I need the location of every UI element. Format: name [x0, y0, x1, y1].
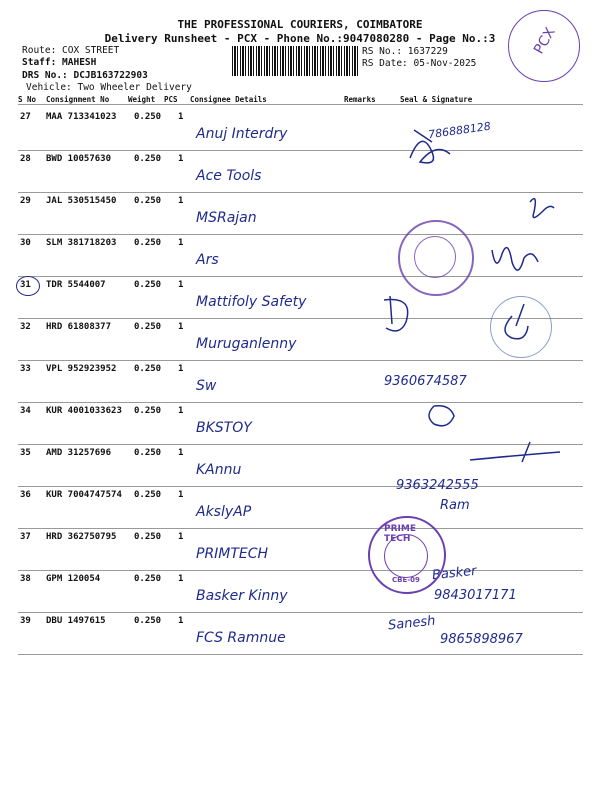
sig-29-scribble [530, 199, 554, 218]
row-consignment: KUR 7004747574 [46, 490, 122, 500]
row-sno: 35 [20, 448, 31, 458]
row-pcs: 1 [178, 490, 184, 500]
row-consignee: Basker Kinny [196, 588, 288, 604]
col-consignment: Consignment No [46, 95, 110, 104]
sig-39-phone: 9865898967 [440, 632, 523, 647]
row-sno: 27 [20, 112, 31, 122]
row-pcs: 1 [178, 616, 184, 626]
row-weight: 0.250 [134, 112, 162, 122]
barcode [232, 46, 358, 76]
row-consignment: HRD 362750795 [46, 532, 117, 542]
row-sno: 31 [20, 280, 31, 290]
row-weight: 0.250 [134, 196, 162, 206]
sig-36-phone: 9363242555 [396, 478, 479, 493]
row-consignment: MAA 713341023 [46, 112, 117, 122]
row-consignment: GPM 120054 [46, 574, 101, 584]
row-sno: 37 [20, 532, 31, 542]
sig-38-name: Basker [431, 563, 478, 584]
row-consignee: FCS Ramnue [196, 630, 286, 646]
row-weight: 0.250 [134, 616, 162, 626]
row-consignment: TDR 5544007 [46, 280, 106, 290]
row-sno: 39 [20, 616, 31, 626]
col-seal: Seal & Signature [400, 95, 473, 104]
rs-no-label: RS No.: 1637229 [362, 46, 448, 57]
row-sno: 34 [20, 406, 31, 416]
sig-35-scribble [470, 442, 560, 462]
sno-31-circle [16, 276, 40, 296]
prime-tech-stamp [368, 516, 446, 594]
row-consignee: Muruganlenny [196, 336, 297, 352]
sig-31-scribble [384, 296, 408, 331]
row-pcs: 1 [178, 196, 184, 206]
row-sno: 32 [20, 322, 31, 332]
row-pcs: 1 [178, 574, 184, 584]
header-rule [18, 104, 583, 105]
row-consignment: JAL 530515450 [46, 196, 117, 206]
row-weight: 0.250 [134, 154, 162, 164]
vehicle-label: Vehicle: Two Wheeler Delivery [26, 82, 192, 93]
prime-tech-stamp-bottom: CBE-09 [392, 576, 420, 584]
row-sno: 33 [20, 364, 31, 374]
rs-date-label: RS Date: 05-Nov-2025 [362, 58, 477, 69]
row-weight: 0.250 [134, 490, 162, 500]
row-consignment: HRD 61808377 [46, 322, 112, 332]
row-weight: 0.250 [134, 448, 162, 458]
col-remarks: Remarks [344, 95, 376, 104]
sig-27-phone: 786888128 [427, 119, 492, 142]
pcx-stamp-text: PCX [531, 24, 559, 58]
row-pcs: 1 [178, 364, 184, 374]
row-weight: 0.250 [134, 280, 162, 290]
runsheet-subtitle: Delivery Runsheet - PCX - Phone No.:9047080280 - Page No.:3 [104, 32, 496, 45]
row30-stamp-inner [414, 236, 456, 278]
row-consignee: MSRajan [196, 210, 257, 226]
row-consignee: Sw [196, 378, 217, 394]
row-sno: 29 [20, 196, 31, 206]
row-consignee: BKSTOY [196, 420, 252, 436]
row-consignment: SLM 381718203 [46, 238, 117, 248]
sig-36-name: Ram [440, 498, 470, 513]
row-consignment: BWD 10057630 [46, 154, 112, 164]
row-weight: 0.250 [134, 574, 162, 584]
staff-label: Staff: MAHESH [22, 57, 97, 68]
row-pcs: 1 [178, 532, 184, 542]
col-pcs: PCS [164, 95, 178, 104]
row-pcs: 1 [178, 280, 184, 290]
row-weight: 0.250 [134, 406, 162, 416]
row-sno: 28 [20, 154, 31, 164]
row30-round-stamp [398, 220, 474, 296]
sig-38-phone: 9843017171 [434, 588, 517, 603]
row-weight: 0.250 [134, 238, 162, 248]
row-pcs: 1 [178, 238, 184, 248]
row32-round-stamp [490, 296, 552, 358]
prime-tech-stamp-top: PRIME TECH [384, 524, 416, 544]
company-title: THE PROFESSIONAL COURIERS, COIMBATORE [177, 18, 423, 31]
row-pcs: 1 [178, 154, 184, 164]
row-consignment: KUR 4001033623 [46, 406, 122, 416]
row-weight: 0.250 [134, 532, 162, 542]
sig-33-phone: 9360674587 [384, 374, 467, 389]
sig-30-scribble [492, 248, 538, 271]
col-sno: S No [18, 95, 37, 104]
row-consignment: AMD 31257696 [46, 448, 112, 458]
drs-label: DRS No.: DCJB163722903 [22, 70, 148, 81]
row-consignee: Mattifoly Safety [196, 294, 307, 310]
sig-27-scribble [410, 130, 450, 163]
row-pcs: 1 [178, 448, 184, 458]
pcx-stamp [508, 10, 580, 82]
row-weight: 0.250 [134, 322, 162, 332]
route-label: Route: COX STREET [22, 45, 120, 56]
row-sno: 30 [20, 238, 31, 248]
col-weight: Weight [128, 95, 156, 104]
row-sno: 38 [20, 574, 31, 584]
row-pcs: 1 [178, 406, 184, 416]
row-consignee: Ars [196, 252, 219, 268]
row-consignee: KAnnu [196, 462, 242, 478]
sig-34-scribble [429, 406, 454, 426]
row-sno: 36 [20, 490, 31, 500]
col-consignee: Consignee Details [190, 95, 267, 104]
row-consignment: DBU 1497615 [46, 616, 106, 626]
row-pcs: 1 [178, 112, 184, 122]
row-consignment: VPL 952923952 [46, 364, 117, 374]
prime-tech-stamp-inner [384, 534, 428, 578]
row-consignee: Ace Tools [196, 168, 262, 184]
row-weight: 0.250 [134, 364, 162, 374]
row-pcs: 1 [178, 322, 184, 332]
row-consignee: PRIMTECH [196, 546, 269, 562]
row-consignee: AkslyAP [196, 504, 252, 520]
row-consignee: Anuj Interdry [196, 126, 288, 142]
sig-39-name: Sanesh [387, 613, 437, 634]
